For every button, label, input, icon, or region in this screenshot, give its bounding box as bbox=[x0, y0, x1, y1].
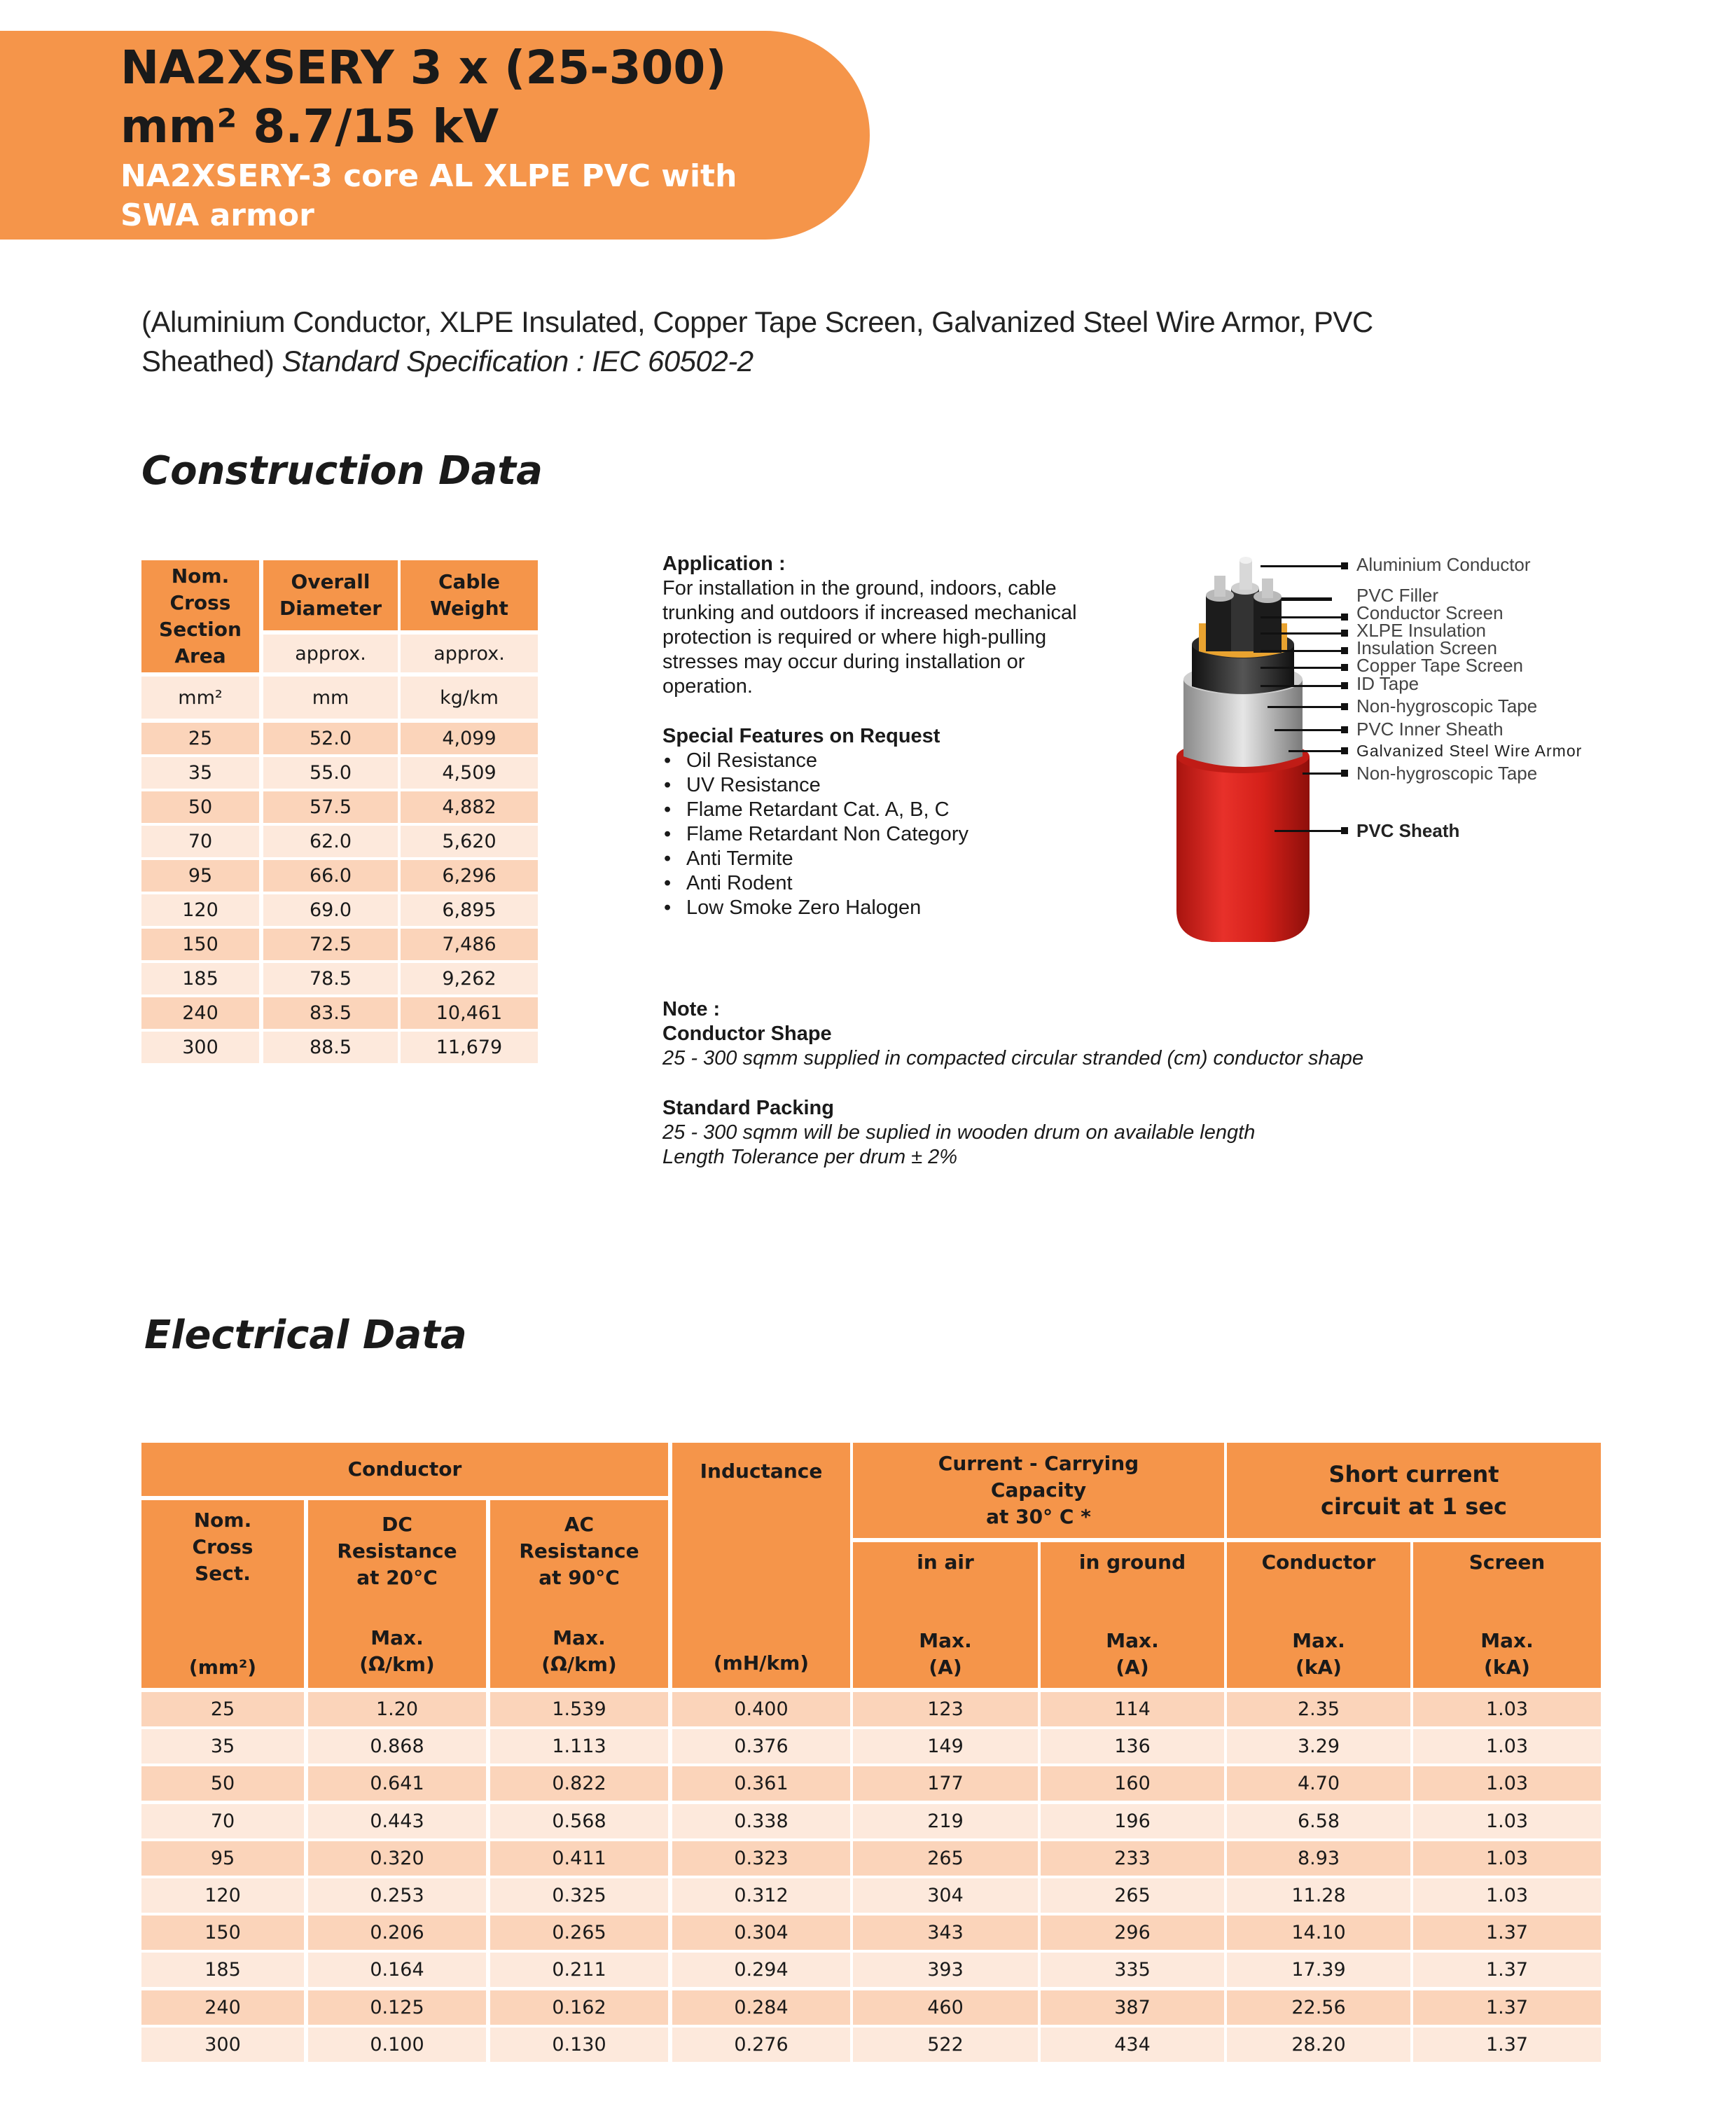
construction-cell: 55.0 bbox=[263, 757, 398, 789]
electrical-cell: 0.130 bbox=[490, 2028, 668, 2062]
leader-line bbox=[1268, 706, 1345, 708]
electrical-cell: 1.03 bbox=[1413, 1692, 1601, 1726]
construction-cell: 11,679 bbox=[401, 1032, 538, 1063]
electrical-cell: 1.03 bbox=[1413, 1729, 1601, 1764]
short-circuit-line: Short current bbox=[1328, 1461, 1499, 1488]
header-in-ground bbox=[1041, 1542, 1224, 1688]
electrical-cell: 114 bbox=[1041, 1692, 1224, 1726]
electrical-cell: 0.211 bbox=[490, 1953, 668, 1987]
feature-item: • Anti Rodent bbox=[662, 871, 1153, 896]
leader-line bbox=[1261, 632, 1345, 635]
electrical-cell: 393 bbox=[853, 1953, 1038, 1987]
construction-cell: 72.5 bbox=[263, 929, 398, 960]
leader-dot bbox=[1341, 647, 1348, 654]
electrical-cell: 1.37 bbox=[1413, 1953, 1601, 1987]
electrical-cell: 120 bbox=[141, 1878, 304, 1913]
header-inductance: Inductance bbox=[672, 1443, 850, 1688]
cable-description bbox=[141, 303, 1472, 381]
col-unit: (A) bbox=[929, 1656, 962, 1679]
leader-line bbox=[1261, 650, 1345, 652]
header-nom-cross-sect bbox=[141, 1500, 304, 1688]
electrical-cell: 185 bbox=[141, 1953, 304, 1987]
electrical-cell: 0.304 bbox=[672, 1915, 850, 1950]
leader-line bbox=[1303, 772, 1345, 775]
electrical-cell: 0.323 bbox=[672, 1841, 850, 1876]
electrical-cell: 233 bbox=[1041, 1841, 1224, 1876]
construction-data-title: Construction Data bbox=[141, 448, 543, 494]
electrical-cell: 434 bbox=[1041, 2028, 1224, 2062]
short-circuit-line: circuit at 1 sec bbox=[1320, 1493, 1508, 1520]
label-copper-tape-screen: Copper Tape Screen bbox=[1356, 655, 1524, 676]
construction-cell: 57.5 bbox=[263, 791, 398, 823]
construction-cell: 4,099 bbox=[401, 723, 538, 754]
feature-item: • UV Resistance bbox=[662, 773, 1153, 798]
col-unit: (mm²) bbox=[188, 1656, 257, 1679]
electrical-cell: 0.265 bbox=[490, 1915, 668, 1950]
electrical-cell: 177 bbox=[853, 1766, 1038, 1801]
electrical-cell: 304 bbox=[853, 1878, 1038, 1913]
label-non-hygroscopic-tape-outer: Non-hygroscopic Tape bbox=[1356, 763, 1538, 784]
leader-dot bbox=[1341, 630, 1348, 637]
cable-cross-section-illustration bbox=[1162, 546, 1345, 945]
electrical-cell: 219 bbox=[853, 1804, 1038, 1838]
electrical-cell: 0.253 bbox=[308, 1878, 486, 1913]
electrical-cell: 11.28 bbox=[1227, 1878, 1410, 1913]
electrical-cell: 0.868 bbox=[308, 1729, 486, 1764]
electrical-cell: 1.20 bbox=[308, 1692, 486, 1726]
subheader-approx: approx. bbox=[263, 635, 398, 672]
leader-line bbox=[1261, 565, 1345, 567]
col-label: Cross bbox=[192, 1535, 254, 1558]
electrical-cell: 0.411 bbox=[490, 1841, 668, 1876]
col-unit: (kA) bbox=[1296, 1656, 1342, 1679]
col-label: AC bbox=[564, 1513, 595, 1536]
col-label: Nom. bbox=[193, 1509, 252, 1532]
electrical-cell: 0.443 bbox=[308, 1804, 486, 1838]
electrical-cell: 522 bbox=[853, 2028, 1038, 2062]
electrical-cell: 35 bbox=[141, 1729, 304, 1764]
current-capacity-line: Current - Carrying bbox=[938, 1452, 1139, 1475]
note-title: Note : bbox=[662, 998, 721, 1020]
electrical-cell: 0.206 bbox=[308, 1915, 486, 1950]
standard-specification: Standard Specification : IEC 60502-2 bbox=[282, 345, 754, 377]
page-subtitle: NA2XSERY-3 core AL XLPE PVC with SWA armor bbox=[120, 158, 737, 233]
leader-line bbox=[1261, 667, 1345, 669]
col-unit: Max. bbox=[370, 1626, 424, 1649]
header-cable-weight: Cable Weight bbox=[401, 560, 538, 630]
construction-cell: 4,509 bbox=[401, 757, 538, 789]
construction-cell: 52.0 bbox=[263, 723, 398, 754]
electrical-cell: 300 bbox=[141, 2028, 304, 2062]
page-title-line1: NA2XSERY 3 x (25-300) bbox=[120, 41, 727, 95]
electrical-cell: 14.10 bbox=[1227, 1915, 1410, 1950]
feature-item: • Oil Resistance bbox=[662, 749, 1153, 773]
col-unit: (kA) bbox=[1484, 1656, 1530, 1679]
application-block bbox=[662, 552, 1153, 699]
construction-cell: 70 bbox=[141, 826, 259, 857]
label-non-hygroscopic-tape: Non-hygroscopic Tape bbox=[1356, 695, 1538, 716]
description-text: (Aluminium Conductor, XLPE Insulated, Copper Tape Screen, Galvanized Steel Wire Armor, PVC Sheathed) bbox=[141, 305, 1373, 377]
construction-cell: 35 bbox=[141, 757, 259, 789]
label-id-tape: ID Tape bbox=[1356, 673, 1419, 694]
leader-dot bbox=[1341, 747, 1348, 754]
electrical-data-title: Electrical Data bbox=[144, 1312, 467, 1358]
label-aluminium-conductor: Aluminium Conductor bbox=[1356, 554, 1531, 575]
header-sc-conductor bbox=[1227, 1542, 1410, 1688]
electrical-cell: 1.113 bbox=[490, 1729, 668, 1764]
electrical-cell: 1.03 bbox=[1413, 1766, 1601, 1801]
leader-line bbox=[1282, 597, 1332, 601]
current-capacity-line: Capacity bbox=[990, 1478, 1087, 1502]
electrical-cell: 343 bbox=[853, 1915, 1038, 1950]
construction-cell: 4,882 bbox=[401, 791, 538, 823]
feature-item: • Anti Termite bbox=[662, 847, 1153, 871]
application-line: operation. bbox=[662, 675, 753, 698]
electrical-cell: 0.294 bbox=[672, 1953, 850, 1987]
label-pvc-sheath: PVC Sheath bbox=[1356, 820, 1460, 841]
electrical-cell: 8.93 bbox=[1227, 1841, 1410, 1876]
special-features-title: Special Features on Request bbox=[662, 725, 940, 747]
leader-line bbox=[1275, 729, 1345, 731]
electrical-cell: 0.325 bbox=[490, 1878, 668, 1913]
leader-dot bbox=[1341, 562, 1348, 569]
electrical-cell: 0.276 bbox=[672, 2028, 850, 2062]
col-label: Resistance bbox=[337, 1539, 457, 1563]
electrical-cell: 196 bbox=[1041, 1804, 1224, 1838]
construction-cell: 50 bbox=[141, 791, 259, 823]
leader-dot bbox=[1341, 827, 1348, 834]
feature-item: • Flame Retardant Non Category bbox=[662, 822, 1153, 847]
col-unit: (A) bbox=[1116, 1656, 1149, 1679]
header-short-circuit bbox=[1227, 1443, 1601, 1538]
electrical-cell: 1.37 bbox=[1413, 1915, 1601, 1950]
leader-dot bbox=[1341, 664, 1348, 671]
label-galvanized-steel-wire-armor: Galvanized Steel Wire Armor bbox=[1356, 742, 1583, 760]
application-title: Application : bbox=[662, 553, 786, 575]
electrical-cell: 4.70 bbox=[1227, 1766, 1410, 1801]
electrical-cell: 460 bbox=[853, 1990, 1038, 2025]
header-ac-resistance bbox=[490, 1500, 668, 1688]
electrical-cell: 1.37 bbox=[1413, 2028, 1601, 2062]
electrical-cell: 1.37 bbox=[1413, 1990, 1601, 2025]
construction-cell: 120 bbox=[141, 894, 259, 926]
conductor-shape-text: 25 - 300 sqmm supplied in compacted circular stranded (cm) conductor shape bbox=[662, 1047, 1363, 1069]
construction-cell: 78.5 bbox=[263, 963, 398, 995]
construction-cell: 150 bbox=[141, 929, 259, 960]
electrical-cell: 50 bbox=[141, 1766, 304, 1801]
col-unit: Max. bbox=[1480, 1629, 1534, 1652]
col-label: Screen bbox=[1468, 1551, 1546, 1574]
electrical-cell: 6.58 bbox=[1227, 1804, 1410, 1838]
leader-dot bbox=[1341, 614, 1348, 621]
unit-mm: mm bbox=[263, 677, 398, 719]
header-dc-resistance bbox=[308, 1500, 486, 1688]
electrical-cell: 3.29 bbox=[1227, 1729, 1410, 1764]
electrical-cell: 0.125 bbox=[308, 1990, 486, 2025]
construction-cell: 95 bbox=[141, 860, 259, 892]
electrical-cell: 136 bbox=[1041, 1729, 1224, 1764]
electrical-cell: 0.164 bbox=[308, 1953, 486, 1987]
application-line: trunking and outdoors if increased mechanical bbox=[662, 602, 1077, 624]
electrical-cell: 160 bbox=[1041, 1766, 1224, 1801]
construction-cell: 5,620 bbox=[401, 826, 538, 857]
electrical-cell: 17.39 bbox=[1227, 1953, 1410, 1987]
electrical-cell: 296 bbox=[1041, 1915, 1224, 1950]
electrical-cell: 265 bbox=[853, 1841, 1038, 1876]
construction-cell: 62.0 bbox=[263, 826, 398, 857]
electrical-cell: 150 bbox=[141, 1915, 304, 1950]
col-label: Conductor bbox=[1261, 1551, 1376, 1574]
electrical-cell: 0.400 bbox=[672, 1692, 850, 1726]
header-inductance-unit: (mH/km) bbox=[713, 1651, 810, 1675]
col-label: at 90°C bbox=[539, 1566, 620, 1589]
electrical-cell: 70 bbox=[141, 1804, 304, 1838]
leader-line bbox=[1261, 616, 1345, 618]
label-xlpe-insulation: XLPE Insulation bbox=[1356, 620, 1487, 641]
header-nom-cross-section-area: Nom. Cross Section Area bbox=[141, 560, 259, 672]
construction-cell: 25 bbox=[141, 723, 259, 754]
electrical-cell: 0.338 bbox=[672, 1804, 850, 1838]
leader-dot bbox=[1341, 726, 1348, 733]
header-sc-screen bbox=[1413, 1542, 1601, 1688]
electrical-cell: 22.56 bbox=[1227, 1990, 1410, 2025]
current-capacity-line: at 30° C * bbox=[986, 1505, 1091, 1528]
col-unit: Max. bbox=[553, 1626, 606, 1649]
construction-cell: 185 bbox=[141, 963, 259, 995]
electrical-cell: 1.03 bbox=[1413, 1878, 1601, 1913]
col-label: Resistance bbox=[519, 1539, 639, 1563]
construction-cell: 7,486 bbox=[401, 929, 538, 960]
label-pvc-filler: PVC Filler bbox=[1356, 585, 1439, 606]
electrical-cell: 0.361 bbox=[672, 1766, 850, 1801]
construction-cell: 66.0 bbox=[263, 860, 398, 892]
electrical-cell: 0.162 bbox=[490, 1990, 668, 2025]
feature-item: • Low Smoke Zero Halogen bbox=[662, 896, 1153, 920]
application-line: stresses may occur during installation or bbox=[662, 651, 1025, 673]
construction-cell: 6,895 bbox=[401, 894, 538, 926]
electrical-cell: 0.312 bbox=[672, 1878, 850, 1913]
construction-cell: 300 bbox=[141, 1032, 259, 1063]
electrical-cell: 0.376 bbox=[672, 1729, 850, 1764]
page-title-line2: mm² 8.7/15 kV bbox=[120, 99, 499, 153]
construction-cell: 10,461 bbox=[401, 997, 538, 1029]
col-unit: (Ω/km) bbox=[359, 1653, 435, 1676]
special-features-block bbox=[662, 724, 1153, 920]
leader-dot bbox=[1341, 703, 1348, 710]
electrical-cell: 265 bbox=[1041, 1878, 1224, 1913]
electrical-cell: 0.568 bbox=[490, 1804, 668, 1838]
col-unit: Max. bbox=[1106, 1629, 1159, 1652]
leader-dot bbox=[1341, 770, 1348, 777]
electrical-cell: 335 bbox=[1041, 1953, 1224, 1987]
label-conductor-screen: Conductor Screen bbox=[1356, 602, 1504, 623]
standard-packing-line: Length Tolerance per drum ± 2% bbox=[662, 1146, 958, 1168]
electrical-cell: 0.822 bbox=[490, 1766, 668, 1801]
electrical-cell: 240 bbox=[141, 1990, 304, 2025]
col-label: Sect. bbox=[195, 1562, 251, 1585]
electrical-cell: 387 bbox=[1041, 1990, 1224, 2025]
electrical-cell: 25 bbox=[141, 1692, 304, 1726]
electrical-cell: 0.320 bbox=[308, 1841, 486, 1876]
electrical-cell: 0.641 bbox=[308, 1766, 486, 1801]
unit-kg-km: kg/km bbox=[401, 677, 538, 719]
col-label: DC bbox=[382, 1513, 412, 1536]
leader-line bbox=[1275, 830, 1345, 832]
label-pvc-inner-sheath: PVC Inner Sheath bbox=[1356, 719, 1504, 740]
electrical-cell: 2.35 bbox=[1227, 1692, 1410, 1726]
col-label: at 20°C bbox=[356, 1566, 438, 1589]
electrical-cell: 1.03 bbox=[1413, 1841, 1601, 1876]
feature-item: • Flame Retardant Cat. A, B, C bbox=[662, 798, 1153, 822]
construction-cell: 240 bbox=[141, 997, 259, 1029]
electrical-cell: 123 bbox=[853, 1692, 1038, 1726]
header-overall-diameter: Overall Diameter bbox=[263, 560, 398, 630]
electrical-cell: 1.03 bbox=[1413, 1804, 1601, 1838]
label-insulation-screen: Insulation Screen bbox=[1356, 637, 1497, 658]
col-label: in air bbox=[917, 1551, 974, 1574]
subheader-approx: approx. bbox=[401, 635, 538, 672]
note-block bbox=[662, 997, 1573, 1170]
electrical-cell: 0.284 bbox=[672, 1990, 850, 2025]
application-line: For installation in the ground, indoors, cable bbox=[662, 577, 1057, 600]
leader-dot bbox=[1341, 682, 1348, 689]
col-label: in ground bbox=[1078, 1551, 1186, 1574]
electrical-cell: 149 bbox=[853, 1729, 1038, 1764]
unit-mm2: mm² bbox=[141, 677, 259, 719]
construction-cell: 69.0 bbox=[263, 894, 398, 926]
electrical-cell: 95 bbox=[141, 1841, 304, 1876]
col-unit: Max. bbox=[1292, 1629, 1345, 1652]
standard-packing-title: Standard Packing bbox=[662, 1097, 834, 1119]
construction-cell: 88.5 bbox=[263, 1032, 398, 1063]
electrical-cell: 1.539 bbox=[490, 1692, 668, 1726]
col-unit: (Ω/km) bbox=[541, 1653, 617, 1676]
conductor-shape-title: Conductor Shape bbox=[662, 1023, 832, 1045]
leader-line bbox=[1261, 685, 1345, 687]
standard-packing-line: 25 - 300 sqmm will be suplied in wooden drum on available length bbox=[662, 1121, 1256, 1144]
construction-cell: 9,262 bbox=[401, 963, 538, 995]
header-conductor-group: Conductor bbox=[141, 1443, 668, 1496]
application-line: protection is required or where high-pulling bbox=[662, 626, 1047, 649]
construction-cell: 6,296 bbox=[401, 860, 538, 892]
leader-line bbox=[1289, 750, 1345, 752]
col-unit: Max. bbox=[919, 1629, 972, 1652]
electrical-cell: 28.20 bbox=[1227, 2028, 1410, 2062]
electrical-cell: 0.100 bbox=[308, 2028, 486, 2062]
header-in-air bbox=[853, 1542, 1038, 1688]
construction-cell: 83.5 bbox=[263, 997, 398, 1029]
header-current-capacity bbox=[853, 1443, 1224, 1538]
